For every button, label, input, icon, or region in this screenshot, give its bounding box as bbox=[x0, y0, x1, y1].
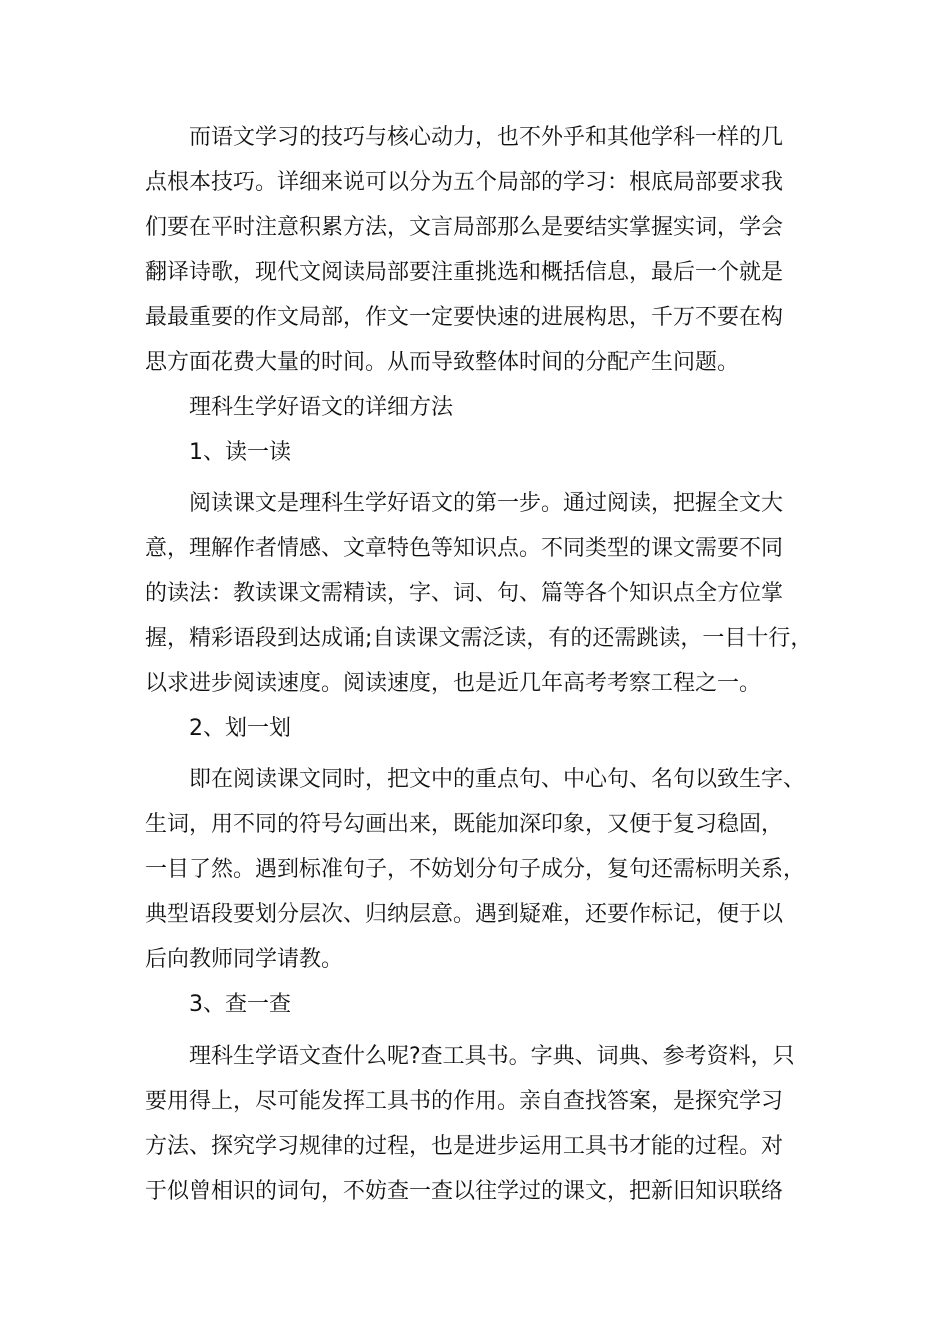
text-line: 意，理解作者情感、文章特色等知识点。不同类型的课文需要不同 bbox=[145, 536, 784, 561]
paragraph-lookup bbox=[145, 1034, 807, 1214]
paragraph-read bbox=[145, 481, 813, 706]
text-line: 一目了然。遇到标准句子，不妨划分句子成分，复句还需标明关系， bbox=[145, 857, 806, 882]
text-line: 以求进步阅读速度。阅读速度，也是近几年高考考察工程之一。 bbox=[145, 671, 762, 696]
document-body bbox=[145, 115, 813, 1214]
text-line: 点根本技巧。详细来说可以分为五个局部的学习：根底局部要求我 bbox=[145, 170, 784, 195]
text-line: 要用得上，尽可能发挥工具书的作用。亲自查找答案，是探究学习 bbox=[145, 1089, 784, 1114]
text-line: 方法、探究学习规律的过程，也是进步运用工具书才能的过程。对 bbox=[145, 1134, 784, 1159]
subheading-lookup: 3、查一查 bbox=[189, 992, 291, 1017]
text-line: 而语文学习的技巧与核心动力，也不外乎和其他学科一样的几 bbox=[189, 125, 784, 150]
text-line: 们要在平时注意积累方法，文言局部那么是要结实掌握实词，学会 bbox=[145, 215, 784, 240]
subheading-mark: 2、划一划 bbox=[189, 716, 291, 741]
paragraph-core-skills bbox=[145, 115, 807, 385]
text-line: 阅读课文是理科生学好语文的第一步。通过阅读，把握全文大 bbox=[189, 491, 784, 516]
text-line: 的读法：教读课文需精读，字、词、句、篇等各个知识点全方位掌 bbox=[145, 581, 784, 606]
text-line: 后向教师同学请教。 bbox=[145, 947, 344, 972]
text-line: 最最重要的作文局部，作文一定要快速的进展构思，千万不要在构 bbox=[145, 305, 784, 330]
text-line: 握，精彩语段到达成诵;自读课文需泛读，有的还需跳读，一目十行， bbox=[145, 626, 813, 651]
text-line: 典型语段要划分层次、归纳层意。遇到疑难，还要作标记，便于以 bbox=[145, 902, 784, 927]
text-line: 即在阅读课文同时，把文中的重点句、中心句、名句以致生字、 bbox=[189, 767, 806, 792]
subheading-read: 1、读一读 bbox=[189, 440, 291, 465]
section-title: 理科生学好语文的详细方法 bbox=[189, 395, 454, 420]
text-line: 翻译诗歌，现代文阅读局部要注重挑选和概括信息，最后一个就是 bbox=[145, 260, 784, 285]
text-line: 思方面花费大量的时间。从而导致整体时间的分配产生问题。 bbox=[145, 350, 740, 375]
text-line: 于似曾相识的词句，不妨查一查以往学过的课文，把新旧知识联络 bbox=[145, 1179, 784, 1204]
paragraph-mark bbox=[145, 757, 807, 982]
text-line: 理科生学语文查什么呢?查工具书。字典、词典、参考资料，只 bbox=[189, 1044, 795, 1069]
text-line: 生词，用不同的符号勾画出来，既能加深印象，又便于复习稳固， bbox=[145, 812, 784, 837]
